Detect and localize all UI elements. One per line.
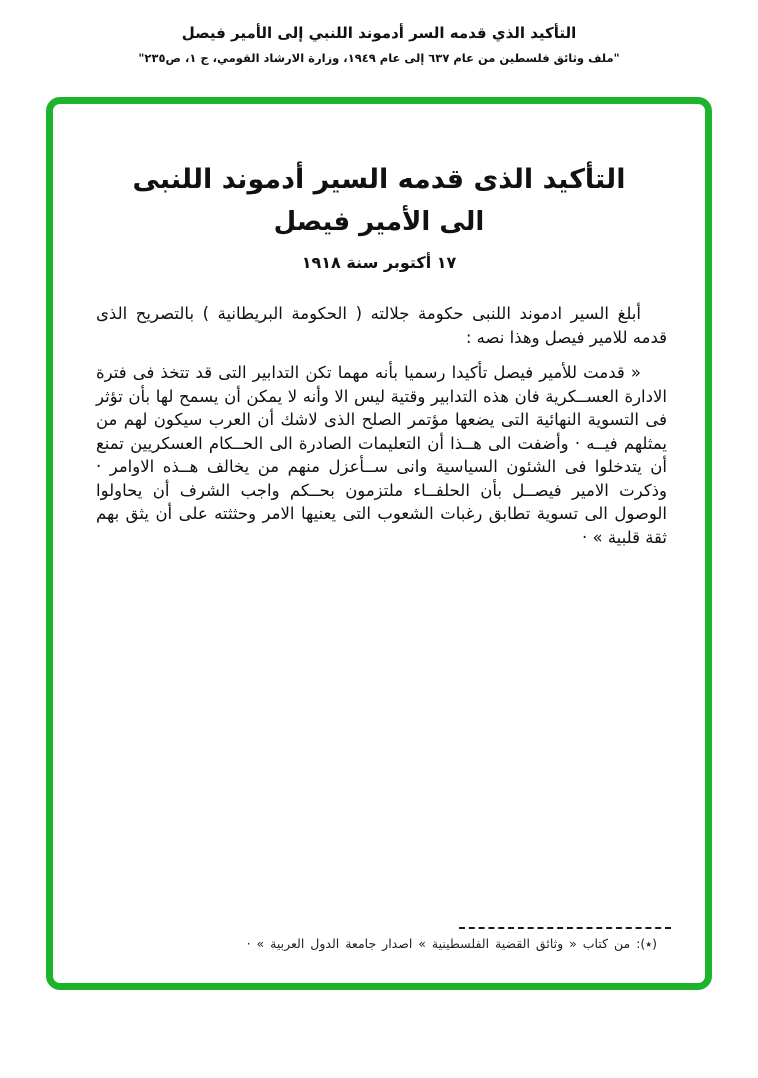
- page-header-title: التأكيد الذي قدمه السر أدموند اللنبي إلى الأمير فيصل: [181, 24, 577, 42]
- page-header-source: "ملف وثائق فلسطين من عام ٦٣٧ إلى عام ١٩٤٩، وزارة الارشاد القومي، ج ١، ص٢٣٥": [138, 51, 620, 65]
- document-date: ١٧ أكتوبر سنة ١٩١٨: [301, 253, 457, 273]
- document-title-line1: التأكيد الذى قدمه السير أدموند اللنبى: [132, 164, 626, 195]
- intro-paragraph: أبلغ السير ادموند اللنبى حكومة جلالته ( الحكومة البريطانية ) بالتصريح الذى قدمه للامير فيصل وهذا نصه :: [96, 304, 667, 347]
- document-title-block: [53, 162, 705, 272]
- document-frame: [46, 97, 712, 990]
- footnote-text: (٭): من كتاب « وثائق القضية الفلسطينية » اصدار جامعة الدول العربية » ·: [246, 936, 657, 951]
- document-title-line2: الى الأمير فيصل: [273, 207, 485, 238]
- footnote-area: [96, 927, 671, 951]
- document-body: [96, 302, 667, 549]
- page-header: [0, 24, 758, 65]
- declaration-paragraph: « قدمت للأمير فيصل تأكيدا رسميا بأنه مهما تكن التدابير التى قد تتخذ فى فترة الادارة العســكرية فان هذه التدابير وقتية ليس الا وأنه لا يمكن أن يسمح لها بأن تؤثر فى التسوية النهائية التى يضعها مؤتمر الصلح الذى لاشك أن العرب سيكون لهم من يمثلهم فيــه · وأضفت الى هــذا أن التعليمات الصادرة الى الحــكام العسكريين تمنع أن يتدخلوا فى الشئون السياسية وانى ســأعزل منهم من يخالف هــذه الاوامر · وذكرت الامير فيصــل بأن الحلفــاء ملتزمون بحــكم واجب الشرف أن يحاولوا الوصول الى تسوية تطابق رغبات الشعوب التى يعنيها الامر وحثثته على أن يثق بهم ثقة قلبية » ·: [96, 363, 667, 547]
- footnote-divider: [459, 927, 671, 929]
